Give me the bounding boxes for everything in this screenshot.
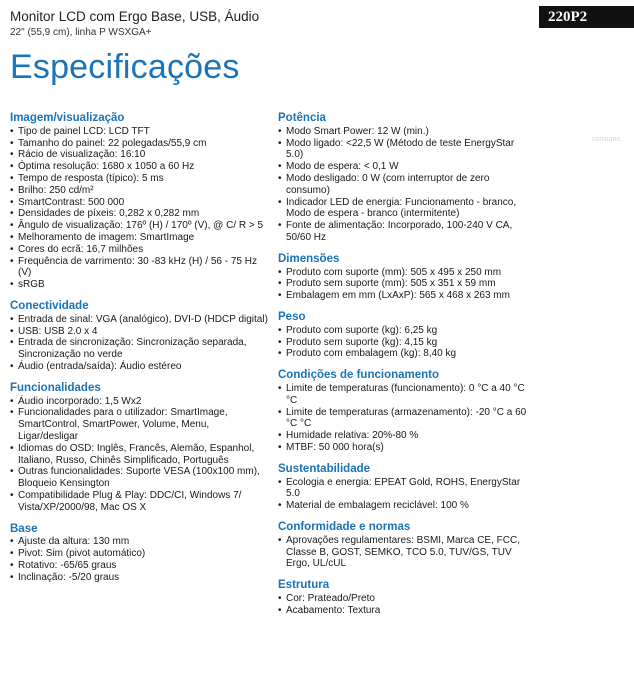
spec-item: • Fonte de alimentação: Incorporado, 100-240 V CA, 50/60 Hz <box>278 220 532 244</box>
spec-list <box>278 267 532 302</box>
spec-item: • Embalagem em mm (LxAxP): 565 x 468 x 263 mm <box>278 290 532 302</box>
spec-item: • Produto com suporte (mm): 505 x 495 x 250 mm <box>278 267 532 279</box>
product-subtitle: 22" (55,9 cm), linha P WSXGA+ <box>10 27 152 38</box>
spec-item: • Idiomas do OSD: Inglês, Francês, Alemão, Espanhol, Italiano, Russo, Chinês Simplificado, Português <box>10 443 268 467</box>
spec-item: • Humidade relativa: 20%-80 % <box>278 430 532 442</box>
section-estrutura <box>278 580 532 616</box>
section-peso <box>278 312 532 360</box>
section-potencia <box>278 113 532 244</box>
spec-list <box>278 593 532 617</box>
spec-item: • Produto com suporte (kg): 6,25 kg <box>278 325 532 337</box>
section-sustentabilidade <box>278 464 532 512</box>
spec-list <box>278 325 532 360</box>
spec-item: • Inclinação: -5/20 graus <box>10 572 268 584</box>
spec-item: • Modo desligado: 0 W (com interruptor de zero consumo) <box>278 173 532 197</box>
spec-item: • Aprovações regulamentares: BSMI, Marca CE, FCC, Classe B, GOST, SEMKO, TCO 5.0, TUV/GS, TUV Ergo, UL/cUL <box>278 535 532 570</box>
spec-list <box>10 536 268 583</box>
spec-item: • Outras funcionalidades: Suporte VESA (100x100 mm), Bloqueio Kensington <box>10 466 268 490</box>
section-title: Potência <box>278 112 326 124</box>
section-base <box>10 524 268 584</box>
page-heading: Especificações <box>10 48 240 86</box>
section-conformidade-e-normas <box>278 522 532 570</box>
section-title: Conformidade e normas <box>278 520 411 533</box>
section-condicoes-de-funcionamento <box>278 370 532 454</box>
spec-item: • Ajuste da altura: 130 mm <box>10 536 268 548</box>
spec-item: • Compatibilidade Plug & Play: DDC/CI, Windows 7/ Vista/XP/2000/98, Mac OS X <box>10 490 268 514</box>
spec-item: • Cores do ecrã: 16,7 milhões <box>10 244 268 256</box>
section-title: Base <box>10 522 38 535</box>
spec-item: • Pivot: Sim (pivot automático) <box>10 548 268 560</box>
section-title: Condições de funcionamento <box>278 369 440 382</box>
spec-item: • Áudio (entrada/saída): Áudio estéreo <box>10 361 268 373</box>
watermark-text: consumo <box>592 136 621 143</box>
section-title: Peso <box>278 310 306 323</box>
spec-item: • Ângulo de visualização: 176º (H) / 170º (V), @ C/ R > 5 <box>10 220 268 232</box>
spec-item: • Ecologia e energia: EPEAT Gold, ROHS, EnergyStar 5.0 <box>278 477 532 501</box>
spec-item: • Produto sem suporte (mm): 505 x 351 x 59 mm <box>278 278 532 290</box>
spec-item: • Rácio de visualização: 16:10 <box>10 149 268 161</box>
spec-list <box>278 477 532 512</box>
section-title: Estrutura <box>278 579 330 592</box>
right-column <box>278 113 532 626</box>
spec-item: • Melhoramento de imagem: SmartImage <box>10 232 268 244</box>
spec-item: • Densidades de píxeis: 0,282 x 0,282 mm <box>10 208 268 220</box>
left-column <box>10 113 268 593</box>
spec-item: • Acabamento: Textura <box>278 605 532 617</box>
section-dimensoes <box>278 254 532 302</box>
spec-list <box>278 126 532 244</box>
section-title: Sustentabilidade <box>278 462 371 475</box>
spec-item: • Frequência de varrimento: 30 -83 kHz (H) / 56 - 75 Hz (V) <box>10 256 268 280</box>
spec-item: • SmartContrast: 500 000 <box>10 197 268 209</box>
spec-item: • USB: USB 2.0 x 4 <box>10 326 268 338</box>
section-title: Dimensões <box>278 252 340 265</box>
spec-item: • sRGB <box>10 279 268 291</box>
spec-item: • Modo Smart Power: 12 W (min.) <box>278 126 532 138</box>
spec-item: • Tempo de resposta (típico): 5 ms <box>10 173 268 185</box>
spec-list <box>10 126 268 291</box>
section-conectividade <box>10 301 268 373</box>
spec-item: • Óptima resolução: 1680 x 1050 a 60 Hz <box>10 161 268 173</box>
spec-item: • Produto com embalagem (kg): 8,40 kg <box>278 348 532 360</box>
section-title: Funcionalidades <box>10 381 101 394</box>
spec-item: • Modo de espera: < 0,1 W <box>278 161 532 173</box>
spec-item: • Limite de temperaturas (funcionamento): 0 °C a 40 °C °C <box>278 383 532 407</box>
spec-item: • Funcionalidades para o utilizador: SmartImage, SmartControl, SmartPower, Volume, Menu, Ligar/desligar <box>10 407 268 442</box>
spec-list <box>278 383 532 454</box>
spec-item: • Modo ligado: <22,5 W (Método de teste EnergyStar 5.0) <box>278 138 532 162</box>
spec-item: • Áudio incorporado: 1,5 Wx2 <box>10 396 268 408</box>
section-title: Conectividade <box>10 299 89 312</box>
section-imagem-visualizacao <box>10 113 268 291</box>
model-badge: 220P2 <box>539 6 634 28</box>
product-title: Monitor LCD com Ergo Base, USB, Áudio <box>10 9 260 24</box>
spec-item: • Entrada de sinal: VGA (analógico), DVI-D (HDCP digital) <box>10 314 268 326</box>
spec-item: • Cor: Prateado/Preto <box>278 593 532 605</box>
spec-item: • Entrada de sincronização: Sincronização separada, Sincronização no verde <box>10 337 268 361</box>
spec-item: • Tamanho do painel: 22 polegadas/55,9 cm <box>10 138 268 150</box>
section-funcionalidades <box>10 383 268 514</box>
spec-item: • MTBF: 50 000 hora(s) <box>278 442 532 454</box>
spec-item: • Limite de temperaturas (armazenamento): -20 °C a 60 °C °C <box>278 407 532 431</box>
spec-list <box>10 396 268 514</box>
spec-item: • Tipo de painel LCD: LCD TFT <box>10 126 268 138</box>
spec-item: • Indicador LED de energia: Funcionamento - branco, Modo de espera - branco (intermitente) <box>278 197 532 221</box>
spec-list <box>278 535 532 570</box>
spec-item: • Produto sem suporte (kg): 4,15 kg <box>278 337 532 349</box>
section-title: Imagem/visualização <box>10 112 125 124</box>
spec-item: • Brilho: 250 cd/m² <box>10 185 268 197</box>
spec-item: • Material de embalagem reciclável: 100 % <box>278 500 532 512</box>
spec-list <box>10 314 268 373</box>
spec-item: • Rotativo: -65/65 graus <box>10 560 268 572</box>
